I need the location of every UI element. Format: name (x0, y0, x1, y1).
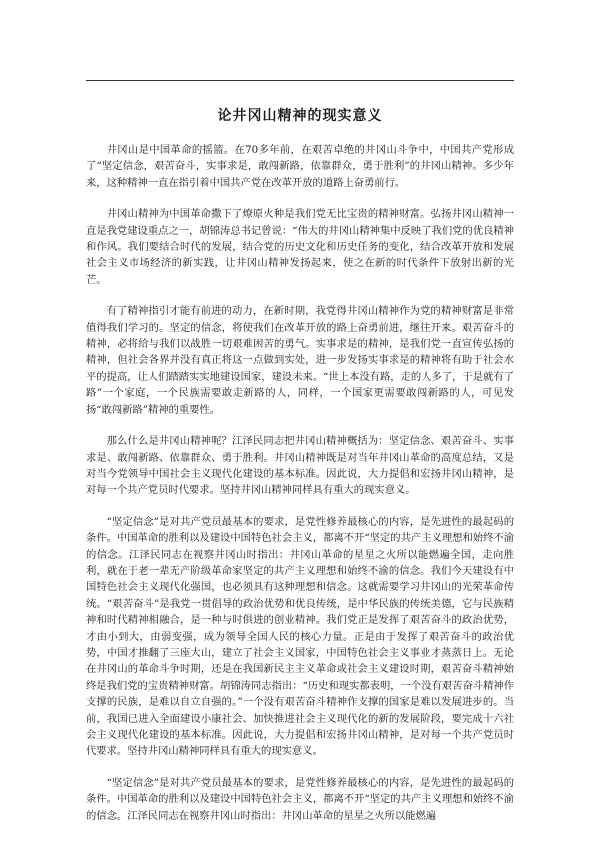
paragraph-5: “坚定信念”是对共产党员最基本的要求，是党性修养最核心的内容，是先进性的最起码的条件。中国革命的胜利以及建设中国特色社会主义，都离不开“坚定的共产主义理想和始终不渝的信念。江泽民同志在视察井冈山时指出：井冈山革命的星星之火所以能燃遍全国，走向胜利，就在于老一辈无产阶级革命家坚定的共产主义理想和始终不渝的信念。我们今天建设有中国特色社会主义现代化强国，也必须具有这种理想和信念。这就需要学习井冈山的光荣革命传统。“艰苦奋斗”是我党一贯倡导的政治优势和优良传统，是中华民族的传统美德，它与民族精神和时代精神相融合，是一种与时俱进的创业精神。我们党正是发挥了艰苦奋斗的政治优势，才由小到大，由弱变强，成为领导全国人民的核心力量。正是由于发挥了艰苦奋斗的政治优势，中国才推翻了三座大山，建立了社会主义国家，中国特色社会主义事业才蒸蒸日上。无论在井冈山的革命斗争时期，还是在我国新民主主义革命或社会主义建设时期，艰苦奋斗精神始终是我们党的宝贵精神财富。胡锦涛同志指出：“历史和现实都表明，一个没有艰苦奋斗精神作支撑的民族，是难以自立自强的。”一个没有艰苦奋斗精神作支撑的国家是难以发展进步的。当前，我国已进入全面建设小康社会、加快推进社会主义现代化的新的发展阶段，要完成十六社会主义现代化建设的基本标准。因此说，大力提倡和宏扬井冈山精神，是对每一个共产党员时代要求。坚持井冈山精神同样具有重大的现实意义。 (86, 515, 514, 758)
paragraph-1: 井冈山是中国革命的摇篮。在70多年前，在艰苦卓绝的井冈山斗争中，中国共产党形成了“坚定信念，艰苦奋斗，实事求是，敢闯新路，依靠群众，勇于胜利”的井冈山精神。多少年来，这种精神一直在指引着中国共产党在改革开放的道路上奋勇前行。 (86, 144, 514, 189)
paragraph-3: 有了精神指引才能有前进的动力，在新时期，我党得井冈山精神作为党的精神财富是非常值得我们学习的。坚定的信念，将使我们在改革开放的路上奋勇前进，继往开来。艰苦奋斗的精神，必将给与我们以战胜一切艰难困苦的勇气。实事求是的精神，是我们党一直宣传弘扬的精神，但社会各界并没有真正将这一点做到实处，进一步发扬实事求是的精神将有助于社会水平的提高，让人们踏踏实实地建设国家，建设未来。“世上本没有路，走的人多了，于是就有了路”一个家庭，一个民族需要敢走新路的人，同样，一个国家更需要敢闯新路的人，可见发扬“敢闯新路”精神的重要性。 (86, 305, 514, 416)
paragraph-2: 井冈山精神为中国革命撒下了燎原火种是我们党无比宝贵的精神财富。弘扬井冈山精神一直是我党建设重点之一，胡锦涛总书记曾说：“伟大的井冈山精神集中反映了我们党的优良精神和作风。我们要结合时代的发展，结合党的历史文化和历史任务的变化，结合改革开放和发展社会主义市场经济的新实践，让井冈山精神发扬起来，使之在新的时代条件下放射出新的光芒。 (86, 208, 514, 286)
paragraph-6: “坚定信念”是对共产党员最基本的要求，是党性修养最核心的内容，是先进性的最起码的条件。中国革命的胜利以及建设中国特色社会主义，都离不开“坚定的共产主义理想和始终不渝的信念。江泽民同志在视察井冈山时指出：井冈山革命的星星之火所以能燃遍 (86, 776, 514, 822)
document-title: 论井冈山精神的现实意义 (217, 108, 383, 124)
paragraph-4: 那么什么是井冈山精神呢？江泽民同志把井冈山精神概括为：坚定信念、艰苦奋斗、实事求是、敢闯新路、依靠群众、勇于胜利。井冈山精神既是对当年井冈山革命的高度总结，又是对当今党领导中国社会主义现代化建设的基本标准。因此说，大力提倡和宏扬井冈山精神，是对每一个共产党员时代要求。坚持井冈山精神同样具有重大的现实意义。 (86, 435, 514, 497)
document-body (86, 142, 514, 839)
header-rule (86, 80, 514, 81)
